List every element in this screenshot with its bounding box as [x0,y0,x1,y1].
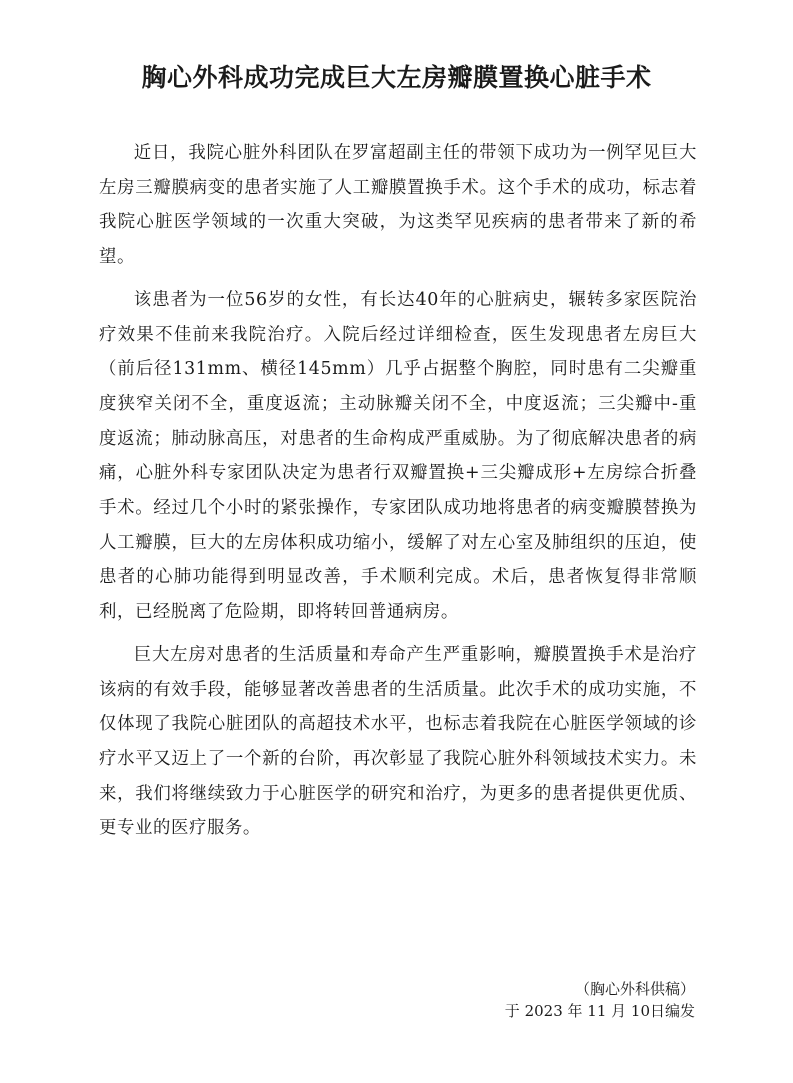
paragraph-3: 巨大左房对患者的生活质量和寿命产生严重影响，瓣膜置换手术是治疗该病的有效手段，能够显著改善患者的生活质量。此次手术的成功实施，不仅体现了我院心脏团队的高超技术水平，也标志着我院在心脏医学领域的诊疗水平又迈上了一个新的台阶，再次彰显了我院心脏外科领域技术实力。未来，我们将继续致力于心脏医学的研究和治疗，为更多的患者提供更优质、更专业的医疗服务。 [99,644,697,839]
document-title: 胸心外科成功完成巨大左房瓣膜置换心脏手术 [141,63,652,92]
paragraph-1: 近日，我院心脏外科团队在罗富超副主任的带领下成功为一例罕见巨大左房三瓣膜病变的患者实施了人工瓣膜置换手术。这个手术的成功，标志着我院心脏医学领域的一次重大突破，为这类罕见疾病的患者带来了新的希望。 [99,143,697,268]
paragraph-2: 该患者为一位56岁的女性，有长达40年的心脏病史，辗转多家医院治疗效果不佳前来我院治疗。入院后经过详细检查，医生发现患者左房巨大（前后径131mm、横径145mm）几乎占据整个胸腔，同时患有二尖瓣重度狭窄关闭不全，重度返流；主动脉瓣关闭不全，中度返流；三尖瓣中-重度返流；肺动脉高压，对患者的生命构成严重威胁。为了彻底解决患者的病痛，心脏外科专家团队决定为患者行双瓣置换+三尖瓣成形+左房综合折叠手术。经过几个小时的紧张操作，专家团队成功地将患者的病变瓣膜替换为人工瓣膜，巨大的左房体积成功缩小，缓解了对左心室及肺组织的压迫，使患者的心肺功能得到明显改善，手术顺利完成。术后，患者恢复得非常顺利，已经脱离了危险期，即将转回普通病房。 [99,289,697,623]
article-body [99,136,697,854]
publish-date: 于 2023 年 11 月 10日编发 [504,1002,695,1020]
source-credit: （胸心外科供稿） [574,980,695,998]
